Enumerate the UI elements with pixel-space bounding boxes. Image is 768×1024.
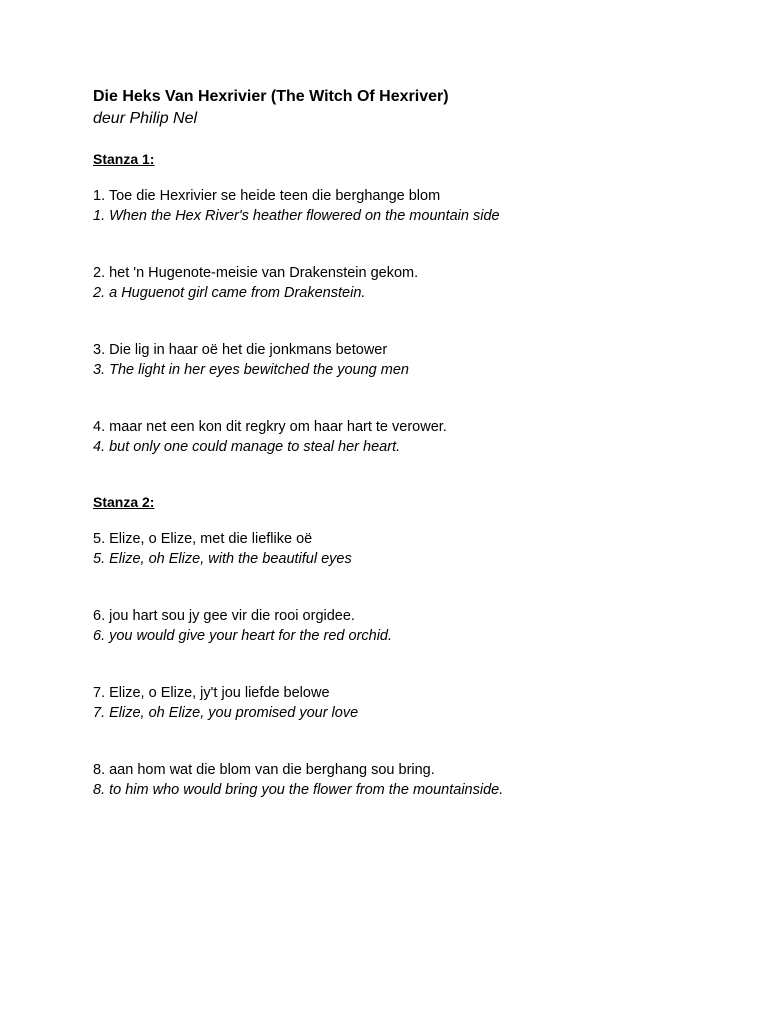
english-translation: 3. The light in her eyes bewitched the young men <box>93 361 409 378</box>
document-title: Die Heks Van Hexrivier (The Witch Of Hexriver) <box>93 88 449 105</box>
afrikaans-line: 6. jou hart sou jy gee vir die rooi orgidee. <box>93 608 355 624</box>
stanza-lines <box>93 187 733 457</box>
line-pair <box>93 418 733 457</box>
document-page <box>93 87 733 800</box>
afrikaans-line: 8. aan hom wat die blom van die berghang sou bring. <box>93 762 435 778</box>
afrikaans-line: 2. het 'n Hugenote-meisie van Drakenstein gekom. <box>93 265 419 281</box>
english-translation: 6. you would give your heart for the red orchid. <box>93 627 393 644</box>
line-pair <box>93 341 733 380</box>
stanza-heading: Stanza 2: <box>93 494 155 510</box>
afrikaans-line: 4. maar net een kon dit regkry om haar hart te verower. <box>93 419 447 435</box>
stanza-2 <box>93 494 733 800</box>
document-author: deur Philip Nel <box>93 110 198 127</box>
line-pair <box>93 530 733 569</box>
stanza-heading: Stanza 1: <box>93 151 155 167</box>
english-translation: 7. Elize, oh Elize, you promised your love <box>93 704 359 721</box>
line-pair <box>93 684 733 723</box>
english-translation: 8. to him who would bring you the flower from the mountainside. <box>93 781 504 798</box>
english-translation: 2. a Huguenot girl came from Drakenstein. <box>93 284 366 301</box>
afrikaans-line: 3. Die lig in haar oë het die jonkmans betower <box>93 342 388 358</box>
line-pair <box>93 264 733 303</box>
line-pair <box>93 607 733 646</box>
afrikaans-line: 7. Elize, o Elize, jy't jou liefde belowe <box>93 685 330 701</box>
english-translation: 1. When the Hex River's heather flowered on the mountain side <box>93 207 500 224</box>
afrikaans-line: 1. Toe die Hexrivier se heide teen die berghange blom <box>93 188 441 204</box>
english-translation: 4. but only one could manage to steal her heart. <box>93 438 401 455</box>
line-pair <box>93 761 733 800</box>
english-translation: 5. Elize, oh Elize, with the beautiful eyes <box>93 550 352 567</box>
afrikaans-line: 5. Elize, o Elize, met die lieflike oë <box>93 531 313 547</box>
stanza-lines <box>93 530 733 800</box>
stanza-1 <box>93 151 733 457</box>
line-pair <box>93 187 733 226</box>
